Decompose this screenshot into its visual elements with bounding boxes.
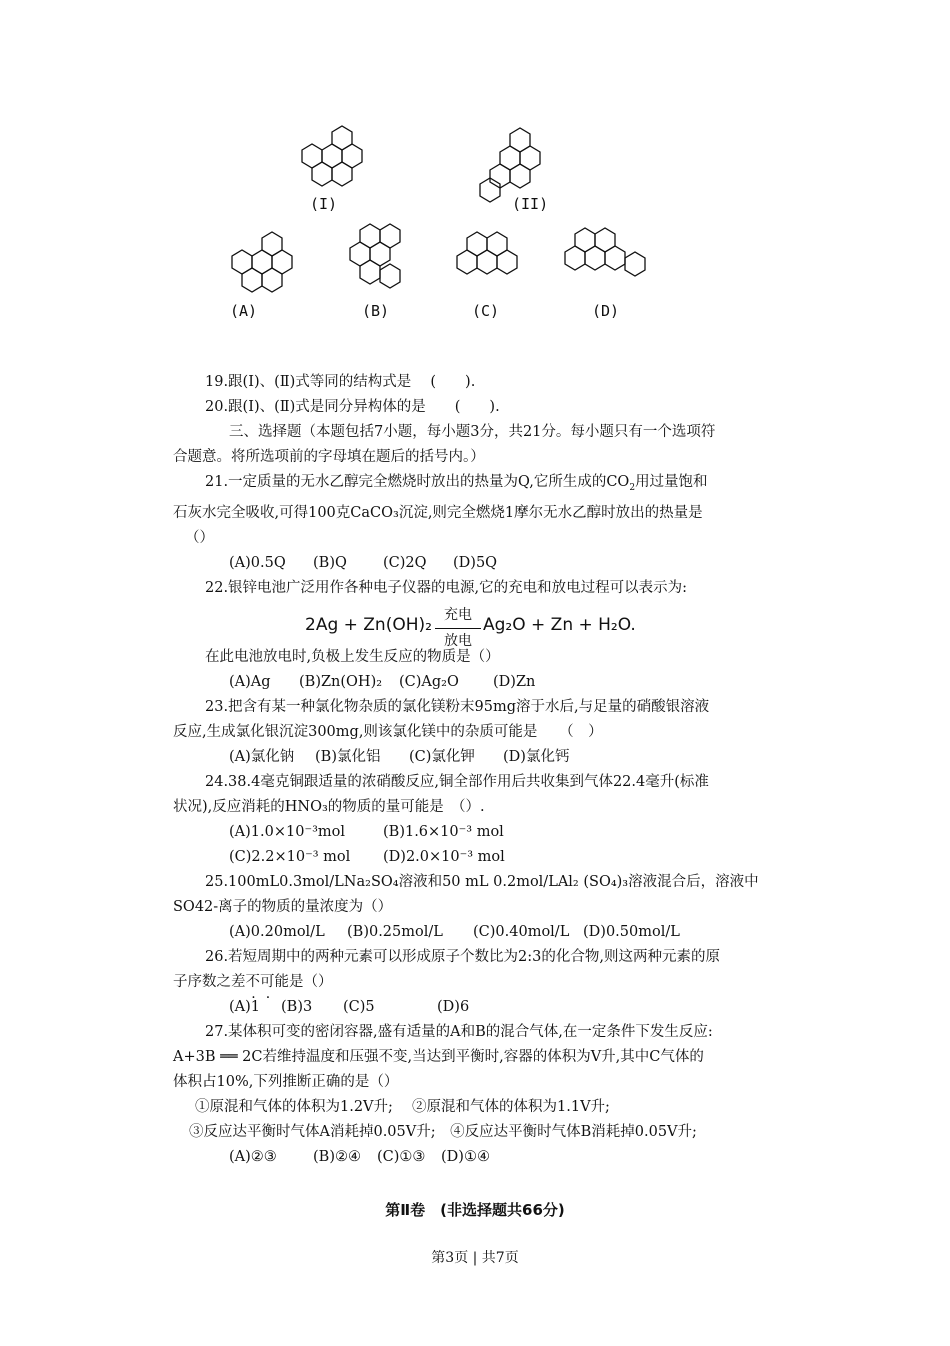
q22-equation [173, 603, 803, 649]
label-II: (II) [512, 195, 549, 213]
q26-emphasis-1: 不 [245, 973, 260, 990]
q24-option-c: (C)2.2×10⁻³ mol [229, 848, 351, 865]
question-21 [173, 470, 803, 501]
q23-option-c: (C)氯化钾 [409, 748, 475, 765]
q23-option-a: (A)氯化钠 [229, 748, 295, 765]
question-22-options [173, 670, 803, 695]
q22-option-c: (C)Ag₂O [399, 673, 459, 690]
q27-option-a: (A)②③ [229, 1148, 277, 1165]
q27-option-b: (B)②④ [313, 1148, 361, 1165]
q24-option-a: (A)1.0×10⁻³mol [229, 823, 346, 840]
q24-option-b: (B)1.6×10⁻³ mol [383, 823, 504, 840]
molecule-II-diagram [480, 126, 550, 196]
q22-option-d: (D)Zn [493, 673, 536, 690]
label-I: (I) [310, 195, 338, 213]
question-25-line2: SO42-离子的物质的量浓度为（） [173, 898, 393, 915]
question-23-options [173, 745, 803, 770]
question-19: 19.跟(Ⅰ)、(Ⅱ)式等同的结构式是 ( ). [205, 374, 476, 390]
q25-option-b: (B)0.25mol/L [347, 923, 443, 940]
question-27-line2: A+3B ══ 2C若维持温度和压强不变,当达到平衡时,容器的体积为V升,其中C气体的 [173, 1048, 704, 1065]
question-21-line2: 石灰水完全吸收,可得100克CaCO₃沉淀,则完全燃烧1摩尔无水乙醇时放出的热量是 [173, 504, 703, 521]
molecule-A-diagram [230, 230, 300, 300]
question-27-line5: ③反应达平衡时气体A消耗掉0.05V升; ④反应达平衡时气体B消耗掉0.05V升; [189, 1123, 697, 1140]
eq-arrow-bottom-label: 放电 [444, 632, 472, 649]
question-26: 26.若短周期中的两种元素可以形成原子个数比为2:3的化合物,则这两种元素的原 [205, 948, 721, 965]
question-24-options-cd [173, 845, 803, 870]
q22-option-a: (A)Ag [229, 673, 271, 690]
label-D: (D) [592, 302, 620, 320]
question-23-line2: 反应,生成氯化银沉淀300mg,则该氯化镁中的杂质可能是 （ ） [173, 723, 603, 740]
question-24-line2: 状况),反应消耗的HNO₃的物质的量可能是 （）. [173, 798, 485, 815]
question-24: 24.38.4毫克铜跟适量的浓硝酸反应,铜全部作用后共收集到气体22.4毫升(标准 [205, 773, 709, 790]
molecule-C-diagram [455, 230, 525, 290]
question-23: 23.把含有某一种氯化物杂质的氯化镁粉末95mg溶于水后,与足量的硝酸银溶液 [205, 698, 710, 715]
eq-arrow [435, 603, 481, 654]
q23-option-d: (D)氯化钙 [503, 748, 570, 765]
q21-option-d: (D)5Q [453, 554, 498, 571]
question-24-options-ab [173, 820, 803, 845]
q21-option-a: (A)0.5Q [229, 554, 286, 571]
question-22-line2: 在此电池放电时,负极上发生反应的物质是（） [205, 648, 500, 665]
page-footer: 第3页 | 共7页 [431, 1250, 519, 1266]
q25-option-c: (C)0.40mol/L [473, 923, 570, 940]
q26-option-d: (D)6 [437, 998, 470, 1015]
question-27: 27.某体积可变的密闭容器,盛有适量的A和B的混合气体,在一定条件下发生反应: [205, 1023, 713, 1040]
question-25-options [173, 920, 803, 945]
q27-option-d: (D)①④ [441, 1148, 490, 1165]
question-20: 20.跟(Ⅰ)、(Ⅱ)式是同分异构体的是 ( ). [205, 399, 500, 415]
label-A: (A) [230, 302, 258, 320]
label-B: (B) [362, 302, 390, 320]
q22-option-b: (B)Zn(OH)₂ [299, 673, 383, 690]
eq-left-side: 2Ag + Zn(OH)₂ [305, 614, 432, 635]
q26-text-a: 子序数之差 [173, 973, 246, 990]
q23-option-b: (B)氯化铝 [315, 748, 381, 765]
question-26-line2 [173, 970, 803, 995]
q26-option-a: (A)1 [229, 998, 261, 1015]
q24-option-d: (D)2.0×10⁻³ mol [383, 848, 505, 865]
molecule-I-diagram [290, 128, 370, 198]
eq-right-side: Ag₂O + Zn + H₂O. [483, 614, 636, 635]
question-21-options [173, 551, 803, 576]
question-25: 25.100mL0.3mol/LNa₂SO₄溶液和50 mL 0.2mol/LAl₂ (SO₄)₃溶液混合后，溶液中 [205, 873, 759, 890]
question-21-line3: （） [185, 529, 214, 546]
question-27-options [173, 1145, 803, 1170]
q27-option-c: (C)①③ [377, 1148, 426, 1165]
question-27-line4: ①原混和气体的体积为1.2V升; ②原混和气体的体积为1.1V升; [195, 1098, 610, 1115]
section-3-heading: 三、选择题（本题包括7小题，每小题3分，共21分。每小题只有一个选项符 [229, 424, 716, 440]
section-3-heading-cont: 合题意。将所选项前的字母填在题后的括号内。） [173, 449, 485, 465]
q21-text-a: 21.一定质量的无水乙醇完全燃烧时放出的热量为Q,它所生成的CO [205, 474, 630, 490]
label-C: (C) [472, 302, 500, 320]
structure-figure [210, 118, 650, 338]
question-text-body [173, 370, 803, 1170]
molecule-D-diagram [565, 226, 645, 286]
question-27-line3: 体积占10%,下列推断正确的是（） [173, 1073, 399, 1090]
q26-text-b: 能是（） [274, 973, 333, 990]
section-2-title: 第Ⅱ卷 (非选择题共66分) [385, 1201, 565, 1219]
q26-emphasis-2: 可 [260, 973, 275, 990]
molecule-B-diagram [350, 222, 410, 302]
q26-option-b: (B)3 [281, 998, 313, 1015]
question-22: 22.银锌电池广泛用作各种电子仪器的电源,它的充电和放电过程可以表示为: [205, 579, 688, 596]
q25-option-a: (A)0.20mol/L [229, 923, 325, 940]
q21-option-c: (C)2Q [383, 554, 427, 571]
q21-text-b: 用过量饱和 [635, 474, 708, 490]
q21-subscript: 2 [629, 482, 636, 493]
q21-option-b: (B)Q [313, 554, 347, 571]
q25-option-d: (D)0.50mol/L [583, 923, 680, 940]
q26-option-c: (C)5 [343, 998, 375, 1015]
eq-arrow-top-label: 充电 [435, 603, 481, 629]
